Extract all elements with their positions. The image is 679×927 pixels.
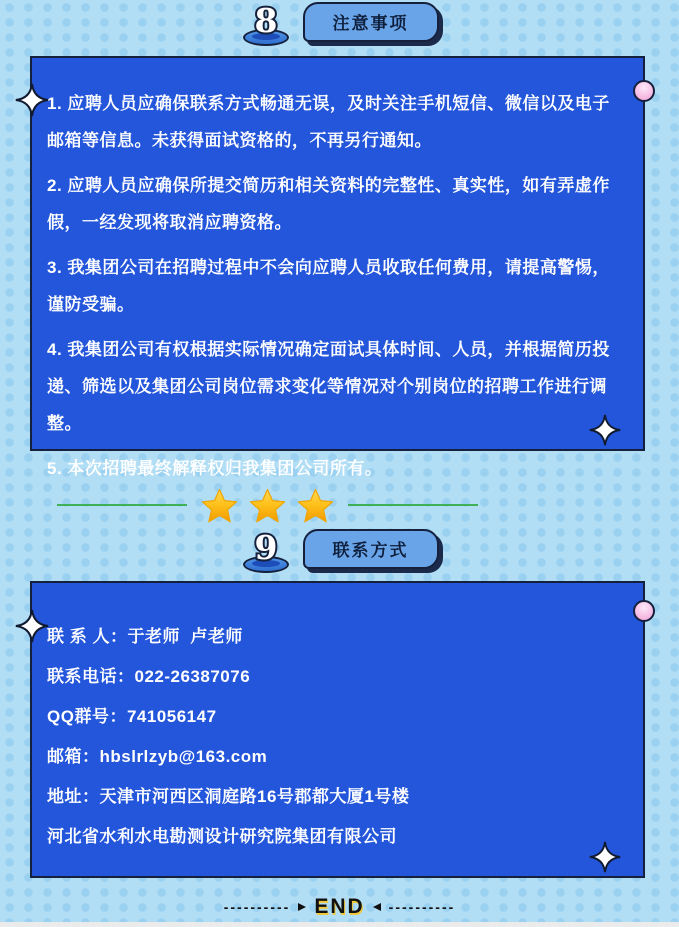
end-footer bbox=[0, 895, 679, 919]
section-number-badge bbox=[241, 529, 291, 573]
notice-item: 1. 应聘人员应确保联系方式畅通无误，及时关注手机短信、微信以及电子邮箱等信息。未获得面试资格的，不再另行通知。 bbox=[47, 94, 610, 150]
notice-item: 4. 我集团公司有权根据实际情况确定面试具体时间、人员，并根据简历投递、筛选以及集团公司岗位需求变化等情况对个别岗位的招聘工作进行调整。 bbox=[47, 340, 610, 433]
contact-person: 联 系 人：于老师 卢老师 bbox=[47, 627, 243, 646]
end-label: END bbox=[314, 895, 365, 918]
arrow-right-icon bbox=[298, 903, 306, 911]
notice-section-header bbox=[0, 1, 679, 46]
footer-dash-right: ---------- bbox=[388, 899, 456, 915]
notice-item: 5. 本次招聘最终解释权归我集团公司所有。 bbox=[47, 459, 383, 478]
notice-item: 3. 我集团公司在招聘过程中不会向应聘人员收取任何费用，请提高警惕，谨防受骗。 bbox=[47, 258, 610, 314]
section-number bbox=[241, 527, 291, 571]
sparkle-icon bbox=[15, 609, 49, 643]
contact-phone: 联系电话：022-26387076 bbox=[47, 667, 251, 686]
sparkle-icon bbox=[589, 414, 621, 446]
notice-section-title bbox=[303, 2, 439, 42]
notice-item: 2. 应聘人员应确保所提交简历和相关资料的完整性、真实性，如有弄虚作假，一经发现将取消应聘资格。 bbox=[47, 176, 610, 232]
contact-address: 地址：天津市河西区洞庭路16号郡都大厦1号楼 bbox=[47, 787, 410, 806]
svg-text:8: 8 bbox=[254, 1, 277, 40]
pink-dot-icon bbox=[633, 600, 655, 622]
company-name: 河北省水利水电勘测设计研究院集团有限公司 bbox=[47, 827, 397, 846]
contact-section-header bbox=[0, 528, 679, 573]
pink-dot-icon bbox=[633, 80, 655, 102]
contact-email: 邮箱：hbslrlzyb@163.com bbox=[47, 747, 268, 766]
star-icon bbox=[201, 488, 238, 523]
contact-qq-group: QQ群号：741056147 bbox=[47, 707, 217, 726]
star-icon bbox=[297, 488, 334, 523]
star-divider bbox=[57, 487, 462, 523]
contact-card bbox=[30, 581, 645, 878]
section-number bbox=[241, 0, 291, 44]
footer-dash-left: ---------- bbox=[223, 899, 291, 915]
notice-card bbox=[30, 56, 645, 478]
svg-text:9: 9 bbox=[254, 528, 277, 567]
sparkle-icon bbox=[15, 83, 49, 117]
divider-stars bbox=[201, 488, 334, 523]
arrow-left-icon bbox=[373, 903, 381, 911]
contact-title-label: 联系方式 bbox=[332, 541, 409, 560]
notice-title-label: 注意事项 bbox=[332, 14, 409, 33]
section-number-badge bbox=[241, 2, 291, 46]
divider-line-right bbox=[348, 504, 478, 506]
divider-line-left bbox=[57, 504, 187, 506]
sparkle-icon bbox=[589, 841, 621, 873]
contact-section-title bbox=[303, 529, 439, 569]
star-icon bbox=[249, 488, 286, 523]
